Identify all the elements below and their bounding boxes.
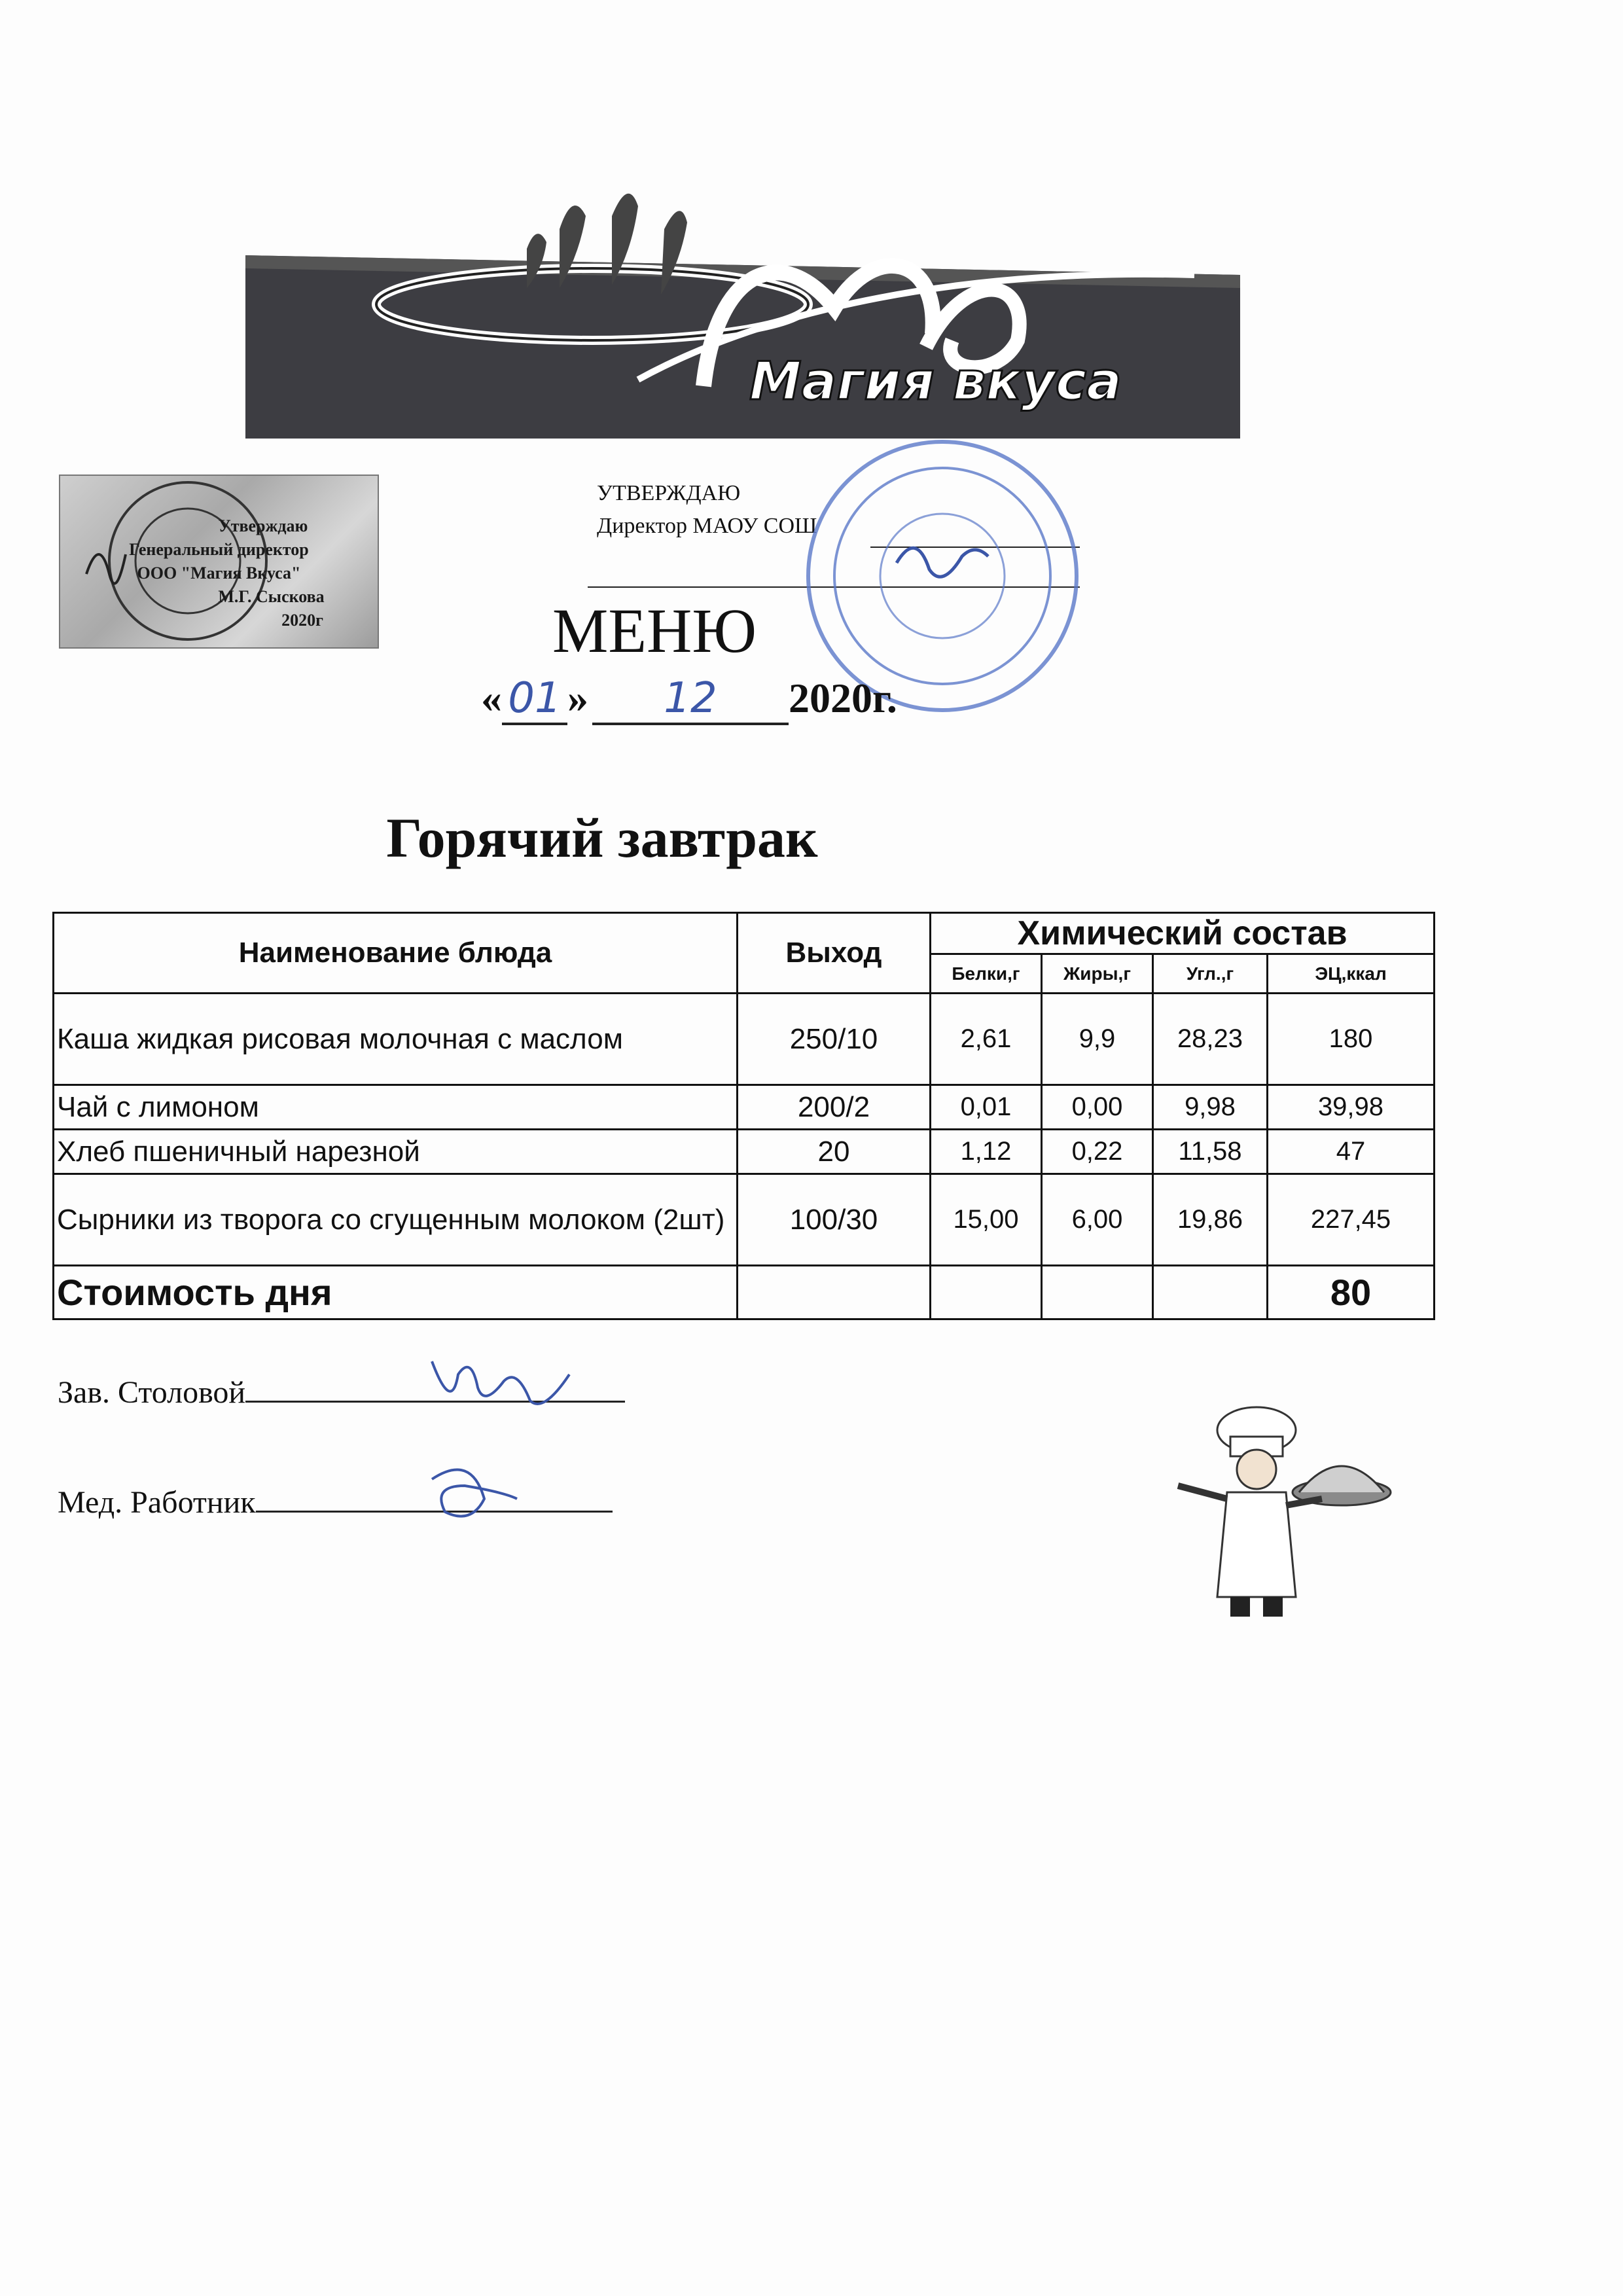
dish-name: Хлеб пшеничный нарезной [54, 1130, 738, 1174]
header-chemical-composition: Химический состав [931, 913, 1435, 954]
date-close-quote: » [567, 675, 588, 721]
header-carbs: Угл.,г [1153, 954, 1268, 994]
approval-title: УТВЕРЖДАЮ [597, 481, 741, 505]
header-kcal: ЭЦ,ккал [1268, 954, 1435, 994]
medical-worker-label: Мед. Работник [58, 1485, 256, 1520]
dish-fat: 0,22 [1042, 1130, 1153, 1174]
menu-title: МЕНЮ [552, 596, 757, 666]
date-open-quote: « [481, 675, 502, 721]
stamp-line-company: ООО "Магия Вкуса" [137, 564, 301, 583]
table-row [54, 1130, 1435, 1174]
dish-name: Сырники из творога со сгущенным молоком (2шт) [54, 1174, 738, 1266]
dish-kcal: 39,98 [1268, 1085, 1435, 1130]
total-empty-cell [931, 1266, 1042, 1319]
date-year: 2020г. [789, 675, 897, 721]
dish-kcal: 227,45 [1268, 1174, 1435, 1266]
dish-protein: 15,00 [931, 1174, 1042, 1266]
date-month: 12 [592, 674, 789, 725]
dish-fat: 6,00 [1042, 1174, 1153, 1266]
stamp-line-year: 2020г [281, 611, 323, 630]
header-output: Выход [738, 913, 931, 994]
stamp-line-approve: Утверждаю [218, 516, 308, 535]
stamp-line-name: М.Г. Сыскова [218, 587, 325, 606]
total-label: Стоимость дня [54, 1266, 738, 1319]
dish-carbs: 19,86 [1153, 1174, 1268, 1266]
total-empty-cell [738, 1266, 931, 1319]
table-row [54, 1174, 1435, 1266]
medical-worker-handwriting [419, 1453, 537, 1525]
magiya-vkusa-logo [245, 190, 1240, 439]
dish-output: 250/10 [738, 994, 931, 1085]
dish-carbs: 28,23 [1153, 994, 1268, 1085]
total-value: 80 [1268, 1266, 1435, 1319]
dish-name: Каша жидкая рисовая молочная с маслом [54, 994, 738, 1085]
header-protein: Белки,г [931, 954, 1042, 994]
total-empty-cell [1153, 1266, 1268, 1319]
total-empty-cell [1042, 1266, 1153, 1319]
dish-kcal: 47 [1268, 1130, 1435, 1174]
dish-kcal: 180 [1268, 994, 1435, 1085]
table-row [54, 1085, 1435, 1130]
dish-carbs: 11,58 [1153, 1130, 1268, 1174]
menu-table [52, 912, 1435, 1320]
dish-protein: 2,61 [931, 994, 1042, 1085]
canteen-head-handwriting [419, 1342, 589, 1420]
logo-text: Магия вкуса [749, 351, 1122, 412]
chef-illustration-icon [1152, 1401, 1394, 1630]
menu-date [481, 674, 897, 725]
header-dish-name: Наименование блюда [54, 913, 738, 994]
meal-title: Горячий завтрак [386, 806, 818, 869]
table-row [54, 994, 1435, 1085]
dish-protein: 0,01 [931, 1085, 1042, 1130]
dish-name: Чай с лимоном [54, 1085, 738, 1130]
dish-output: 100/30 [738, 1174, 931, 1266]
dish-output: 200/2 [738, 1085, 931, 1130]
dish-protein: 1,12 [931, 1130, 1042, 1174]
approval-subtitle: Директор МАОУ СОШ [597, 514, 817, 538]
date-day: 01 [502, 674, 567, 725]
canteen-head-label: Зав. Столовой [58, 1375, 246, 1410]
dish-carbs: 9,98 [1153, 1085, 1268, 1130]
dish-fat: 0,00 [1042, 1085, 1153, 1130]
header-fat: Жиры,г [1042, 954, 1153, 994]
stamp-line-position: Генеральный директор [129, 540, 309, 559]
dish-fat: 9,9 [1042, 994, 1153, 1085]
table-total-row [54, 1266, 1435, 1319]
dish-output: 20 [738, 1130, 931, 1174]
